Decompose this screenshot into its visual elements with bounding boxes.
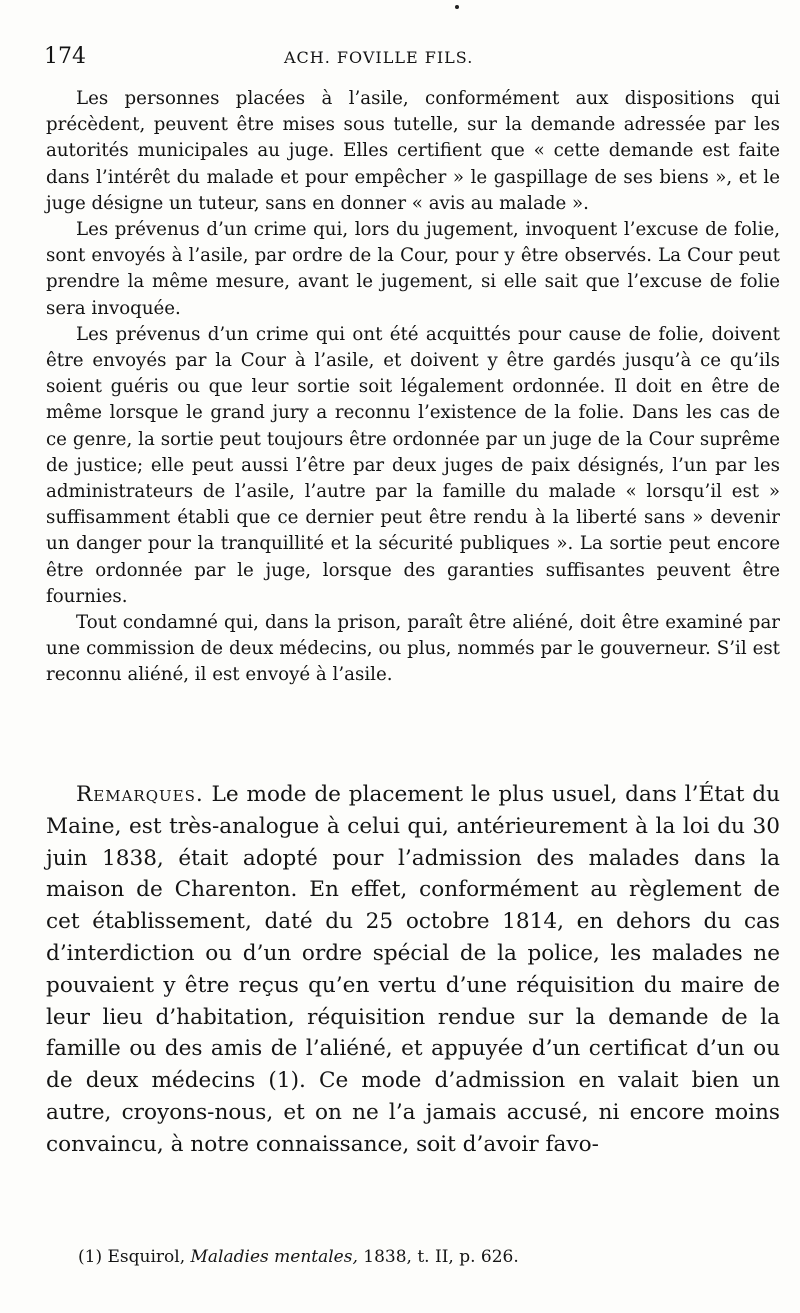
footnote-title: Maladies mentales, bbox=[190, 1247, 358, 1267]
legal-provisions-block bbox=[46, 86, 780, 689]
paragraph-remarques bbox=[46, 779, 780, 1161]
running-head bbox=[44, 44, 770, 74]
footnote bbox=[78, 1245, 519, 1269]
paragraph-acquittes: Les prévenus d’un crime qui ont été acquittés pour cause de folie, doivent être envoyés par la Cour à l’asile, et doivent y être gardés jusqu’à ce qu’ils soient guéris ou que leur sortie soit légalement ordonnée. Il doit en être de même lorsque le grand jury a reconnu l’existence de la folie. Dans les cas de ce genre, la sortie peut toujours être ordonnée par un juge de la Cour suprême de justice; elle peut aussi l’être par deux juges de paix désignés, l’un par les administrateurs de l’asile, l’autre par la famille du malade « lorsqu’il est » suffisamment établi que ce dernier peut être rendu à la liberté sans » devenir un danger pour la tranquillité et la sécurité publiques ». La sortie peut encore être ordonnée par le juge, lorsque des garanties suffisantes peuvent être fournies. bbox=[46, 323, 780, 607]
remarques-text: Le mode de placement le plus usuel, dans l’État du Maine, est très-analogue à celui qui, antérieurement à la loi du 30 juin 1838, était adopté pour l’admission des malades dans la maison de Charenton. En effet, conformément au règlement de cet établissement, daté du 25 octobre 1814, en dehors du cas d’interdiction ou d’un ordre spécial de la police, les malades ne pouvaient y être reçus qu’en vertu d’une réquisition du maire de leur lieu d’habitation, réquisition rendue sur la demande de la famille ou des amis de l’aliéné, et appuyée d’un certificat d’un ou de deux médecins (1). Ce mode d’admission en valait bien un autre, croyons-nous, et on ne l’a jamais accusé, ni encore moins convaincu, à notre connaissance, soit d’avoir favo- bbox=[46, 782, 780, 1157]
footnote-marker: (1) bbox=[78, 1247, 103, 1267]
remarques-label: Remarques. bbox=[76, 782, 204, 807]
footnote-author: Esquirol, bbox=[107, 1247, 186, 1267]
footnote-details: 1838, t. II, p. 626. bbox=[363, 1247, 519, 1267]
page-number: 174 bbox=[44, 44, 86, 69]
ink-speck bbox=[455, 5, 459, 9]
paragraph-condamne: Tout condamné qui, dans la prison, paraît être aliéné, doit être examiné par une commission de deux médecins, ou plus, nommés par le gouverneur. S’il est reconnu aliéné, il est envoyé à l’asile. bbox=[46, 612, 780, 686]
paragraph-tutelle: Les personnes placées à l’asile, conformément aux dispositions qui précèdent, peuvent être mises sous tutelle, sur la demande adressée par les autorités municipales au juge. Elles certifient que « cette demande est faite dans l’intérêt du malade et pour empêcher » le gaspillage de ses biens », et le juge désigne un tuteur, sans en donner « avis au malade ». bbox=[46, 88, 780, 214]
remarques-block bbox=[46, 779, 780, 1161]
paragraph-prevenus: Les prévenus d’un crime qui, lors du jugement, invoquent l’excuse de folie, sont envoyés à l’asile, par ordre de la Cour, pour y être observés. La Cour peut prendre la même mesure, avant le jugement, si elle sait que l’excuse de folie sera invoquée. bbox=[46, 219, 780, 319]
running-title: ACH. FOVILLE FILS. bbox=[284, 48, 474, 67]
